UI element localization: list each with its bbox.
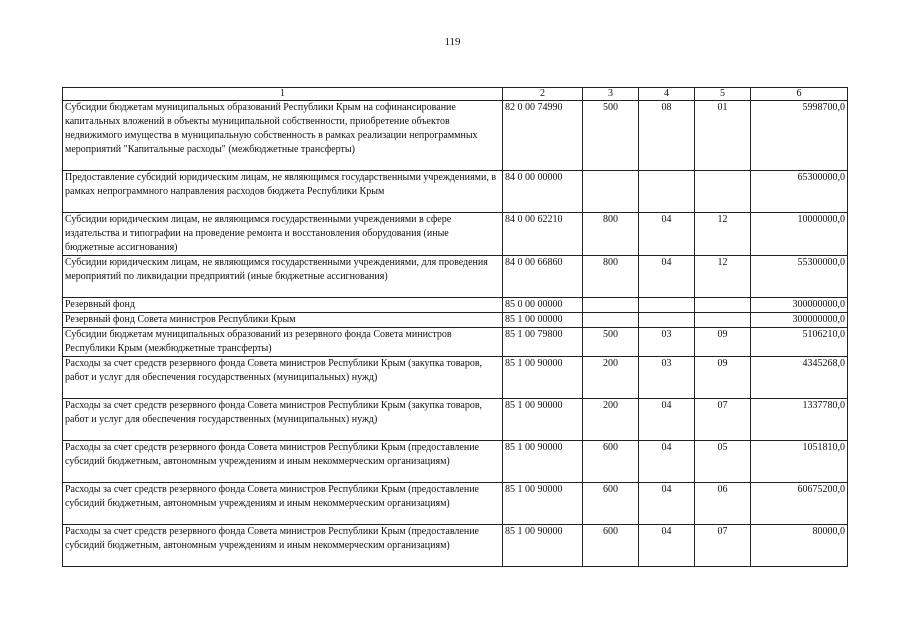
- row-type-code: 200: [583, 357, 639, 399]
- row-code: 84 0 00 62210: [503, 213, 583, 256]
- row-code: 85 1 00 79800: [503, 328, 583, 357]
- table-row: [63, 171, 848, 213]
- table-row: [63, 483, 848, 525]
- row-sum: 55300000,0: [751, 256, 848, 298]
- row-name: Субсидии юридическим лицам, не являющимся государственными учреждениями в сфере издательства и типографии на проведение ремонта и восстановления оборудования (иные бюджетные ассигнования): [63, 213, 503, 256]
- row-code: 82 0 00 74990: [503, 101, 583, 171]
- row-subsection-code: 12: [695, 213, 751, 256]
- row-subsection-code: 05: [695, 441, 751, 483]
- row-section-code: 04: [639, 441, 695, 483]
- row-subsection-code: 12: [695, 256, 751, 298]
- row-sum: 300000000,0: [751, 298, 848, 313]
- column-header: 5: [695, 88, 751, 101]
- row-name: Расходы за счет средств резервного фонда Совета министров Республики Крым (закупка товаров, работ и услуг для обеспечения государственных (муниципальных) нужд): [63, 357, 503, 399]
- row-subsection-code: 07: [695, 525, 751, 567]
- row-code: 85 1 00 90000: [503, 525, 583, 567]
- row-code: 85 0 00 00000: [503, 298, 583, 313]
- row-code: 84 0 00 66860: [503, 256, 583, 298]
- row-sum: 80000,0: [751, 525, 848, 567]
- table-row: [63, 313, 848, 328]
- row-sum: 5998700,0: [751, 101, 848, 171]
- row-type-code: 500: [583, 328, 639, 357]
- row-type-code: [583, 298, 639, 313]
- row-sum: 4345268,0: [751, 357, 848, 399]
- row-subsection-code: [695, 313, 751, 328]
- row-type-code: 500: [583, 101, 639, 171]
- row-section-code: 08: [639, 101, 695, 171]
- row-code: 85 1 00 00000: [503, 313, 583, 328]
- row-sum: 300000000,0: [751, 313, 848, 328]
- row-section-code: 03: [639, 328, 695, 357]
- row-type-code: [583, 171, 639, 213]
- row-section-code: 03: [639, 357, 695, 399]
- row-type-code: 800: [583, 256, 639, 298]
- row-name: Субсидии бюджетам муниципальных образований из резервного фонда Совета министров Республики Крым (межбюджетные трансферты): [63, 328, 503, 357]
- row-subsection-code: 09: [695, 328, 751, 357]
- row-section-code: 04: [639, 525, 695, 567]
- row-section-code: [639, 298, 695, 313]
- table-row: [63, 101, 848, 171]
- table-row: [63, 213, 848, 256]
- row-sum: 5106210,0: [751, 328, 848, 357]
- row-name: Резервный фонд Совета министров Республики Крым: [63, 313, 503, 328]
- row-name: Резервный фонд: [63, 298, 503, 313]
- column-header: 6: [751, 88, 848, 101]
- page-number: 119: [444, 36, 461, 48]
- row-code: 85 1 00 90000: [503, 483, 583, 525]
- row-code: 85 1 00 90000: [503, 399, 583, 441]
- row-section-code: 04: [639, 256, 695, 298]
- row-name: Субсидии бюджетам муниципальных образований Республики Крым на софинансирование капитальных вложений в объекты муниципальной собственности, приобретение объектов недвижимого имущества в муниципальную собственность в рамках реализации непрограммных мероприятий "Капитальные расходы" (межбюджетные трансферты): [63, 101, 503, 171]
- table-header-row: [63, 88, 848, 101]
- row-section-code: 04: [639, 483, 695, 525]
- budget-table: [62, 87, 848, 567]
- row-sum: 1051810,0: [751, 441, 848, 483]
- row-section-code: [639, 313, 695, 328]
- row-sum: 10000000,0: [751, 213, 848, 256]
- column-header: 1: [63, 88, 503, 101]
- row-code: 85 1 00 90000: [503, 357, 583, 399]
- row-sum: 1337780,0: [751, 399, 848, 441]
- row-section-code: 04: [639, 213, 695, 256]
- row-subsection-code: 01: [695, 101, 751, 171]
- row-subsection-code: 07: [695, 399, 751, 441]
- table-row: [63, 399, 848, 441]
- row-type-code: 600: [583, 483, 639, 525]
- table-row: [63, 328, 848, 357]
- row-code: 85 1 00 90000: [503, 441, 583, 483]
- row-subsection-code: [695, 171, 751, 213]
- row-name: Расходы за счет средств резервного фонда Совета министров Республики Крым (предоставление субсидий бюджетным, автономным учреждениям и иным некоммерческим организациям): [63, 525, 503, 567]
- table-row: [63, 298, 848, 313]
- row-type-code: 800: [583, 213, 639, 256]
- table-row: [63, 357, 848, 399]
- table-row: [63, 256, 848, 298]
- row-name: Расходы за счет средств резервного фонда Совета министров Республики Крым (закупка товаров, работ и услуг для обеспечения государственных (муниципальных) нужд): [63, 399, 503, 441]
- row-type-code: [583, 313, 639, 328]
- row-name: Субсидии юридическим лицам, не являющимся государственными учреждениями, для проведения мероприятий по ликвидации предприятий (иные бюджетные ассигнования): [63, 256, 503, 298]
- row-subsection-code: 09: [695, 357, 751, 399]
- row-name: Расходы за счет средств резервного фонда Совета министров Республики Крым (предоставление субсидий бюджетным, автономным учреждениям и иным некоммерческим организациям): [63, 483, 503, 525]
- table-row: [63, 441, 848, 483]
- column-header: 4: [639, 88, 695, 101]
- table-row: [63, 525, 848, 567]
- row-type-code: 600: [583, 525, 639, 567]
- column-header: 3: [583, 88, 639, 101]
- row-name: Предоставление субсидий юридическим лицам, не являющимся государственными учреждениями, в рамках непрограммного направления расходов бюджета Республики Крым: [63, 171, 503, 213]
- row-sum: 65300000,0: [751, 171, 848, 213]
- row-section-code: 04: [639, 399, 695, 441]
- row-type-code: 200: [583, 399, 639, 441]
- row-sum: 60675200,0: [751, 483, 848, 525]
- row-subsection-code: [695, 298, 751, 313]
- row-section-code: [639, 171, 695, 213]
- row-code: 84 0 00 00000: [503, 171, 583, 213]
- row-type-code: 600: [583, 441, 639, 483]
- column-header: 2: [503, 88, 583, 101]
- row-name: Расходы за счет средств резервного фонда Совета министров Республики Крым (предоставление субсидий бюджетным, автономным учреждениям и иным некоммерческим организациям): [63, 441, 503, 483]
- row-subsection-code: 06: [695, 483, 751, 525]
